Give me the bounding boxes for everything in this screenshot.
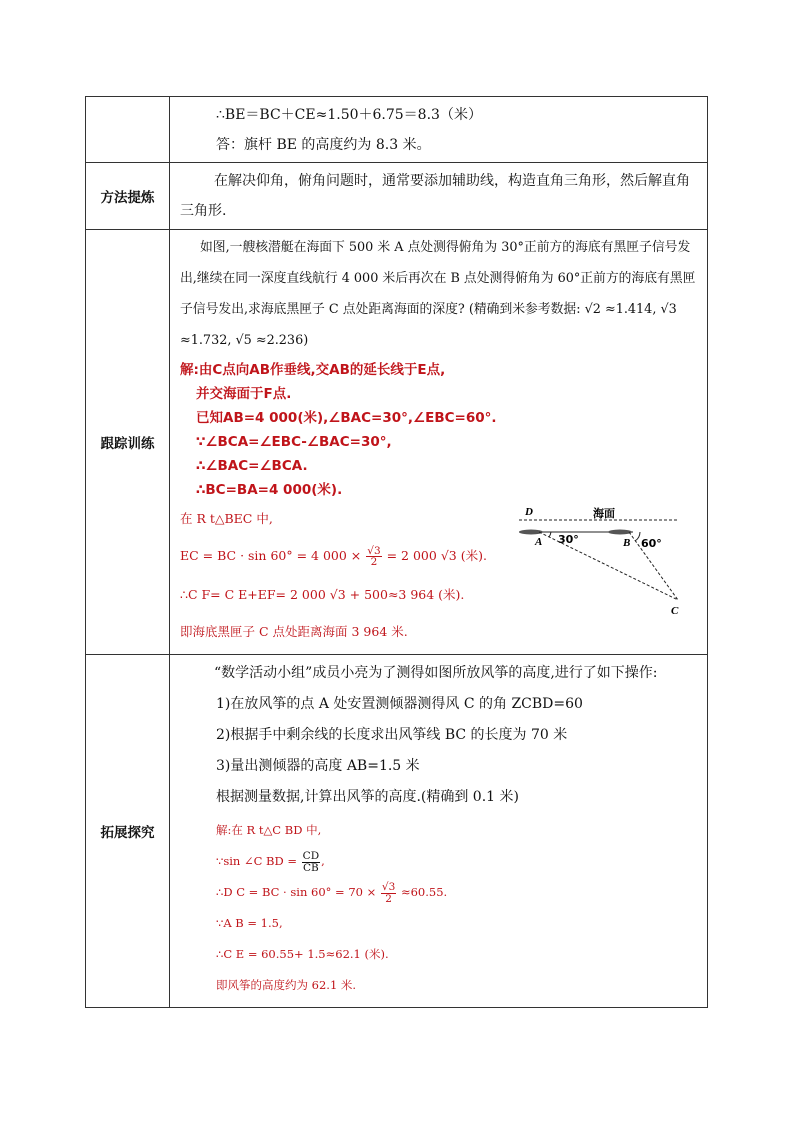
- method-content: [170, 163, 708, 230]
- submarine-problem: 如图,一艘核潜艇在海面下 500 米 A 点处测得俯角为 30°正前方的海底有黑匣子信号发出,继续在同一深度直线航行 4 000 米后再次在 B 点处测得俯角为 60°正前方的海底有黑匣子信号发出,求海底黑匣子 C 点处距离海面的深度? (精确到米参考数据: √2 ≈1.414, √3 ≈1.732, √5 ≈2.236): [180, 240, 696, 348]
- continuation-row: [86, 97, 708, 163]
- extension-label: 拓展探究: [86, 655, 170, 1008]
- point-b-label: B: [623, 537, 631, 549]
- solution-line: ∴BC=BA=4 000(米).: [196, 482, 343, 498]
- kite-sol-line: 解:在 R t△C BD 中,: [216, 823, 322, 837]
- tracking-row: [86, 230, 708, 655]
- kite-step: 2)根据手中剩余线的长度求出风筝线 BC 的长度为 70 米: [216, 727, 568, 743]
- calc-ec-right: = 2 000 √3 (米).: [386, 548, 487, 563]
- fraction-denominator: CB: [303, 861, 319, 874]
- lesson-table: [85, 96, 708, 1008]
- kite-sol-line: ∵A B = 1.5,: [216, 916, 283, 930]
- method-row: [86, 163, 708, 230]
- kite-sol-line: [216, 877, 697, 908]
- tracking-content: [170, 230, 708, 655]
- extension-row: [86, 655, 708, 1008]
- submarine-diagram: [513, 506, 683, 621]
- angle-a-label: 30°: [558, 533, 579, 546]
- point-d-label: D: [525, 506, 533, 518]
- kite-step: 1)在放风筝的点 A 处安置测倾器测得风 C 的角 ZCBD=60: [216, 696, 583, 712]
- kite-dc-right: ≈60.55.: [400, 885, 448, 899]
- fraction: [381, 882, 396, 904]
- fraction: [366, 546, 381, 568]
- point-c-label: C: [671, 605, 679, 617]
- solution-line: 并交海面于F点.: [196, 386, 292, 402]
- kite-solution: [180, 815, 697, 1001]
- method-label: 方法提炼: [86, 163, 170, 230]
- submarine-b-icon: [608, 530, 632, 535]
- kite-dc-left: ∴D C = BC · sin 60° = 70 ×: [216, 885, 377, 899]
- kite-intro: “数学活动小组”成员小亮为了测得如图所放风筝的高度,进行了如下操作:: [214, 665, 658, 681]
- angle-a-arc: [549, 532, 551, 537]
- method-text: 在解决仰角，俯角问题时，通常要添加辅助线，构造直角三角形，然后解直角三角形.: [180, 173, 690, 219]
- kite-step: 3)量出测倾器的高度 AB=1.5 米: [216, 758, 420, 774]
- fraction: [302, 851, 320, 873]
- calc-ec-left: EC = BC · sin 60° = 4 000 ×: [180, 548, 362, 563]
- sea-label: 海面: [593, 507, 615, 520]
- solution-line: 已知AB=4 000(米),∠BAC=30°,∠EBC=60°.: [196, 410, 497, 426]
- be-calculation: ∴BE＝BC＋CE≈1.50＋6.75＝8.3（米）: [216, 107, 482, 123]
- kite-sin-left: ∵sin ∠C BD =: [216, 854, 298, 868]
- continuation-label-cell: [86, 97, 170, 163]
- solution-line: 解:由C点向AB作垂线,交AB的延长线于E点,: [180, 362, 446, 378]
- fraction-denominator: 2: [385, 892, 392, 905]
- extension-content: [170, 655, 708, 1008]
- fraction-denominator: 2: [370, 556, 378, 568]
- angle-b-arc: [635, 532, 640, 541]
- kite-sol-line: 即风筝的高度约为 62.1 米.: [216, 978, 357, 992]
- flagpole-answer: 答：旗杆 BE 的高度约为 8.3 米。: [216, 137, 431, 153]
- calc-conclusion: 即海底黑匣子 C 点处距离海面 3 964 米.: [180, 624, 408, 639]
- calc-line: 在 R t△BEC 中,: [180, 511, 273, 526]
- fraction-numerator: √3: [367, 544, 381, 557]
- kite-question: 根据测量数据,计算出风筝的高度.(精确到 0.1 米): [216, 789, 519, 805]
- kite-sol-line: ∵sin ∠C BD = $\frac{CD}{CB}$ ,: [216, 850, 325, 874]
- submarine-calculation: [180, 502, 697, 650]
- continuation-content: [170, 97, 708, 163]
- calc-line: ∴C F= C E+EF= 2 000 √3 + 500≈3 964 (米).: [180, 587, 465, 602]
- solution-line: ∵∠BCA=∠EBC-∠BAC=30°,: [196, 434, 392, 450]
- point-a-label: A: [535, 536, 543, 548]
- kite-sol-line: ∴C E = 60.55+ 1.5≈62.1 (米).: [216, 947, 389, 961]
- submarine-solution: [180, 358, 697, 502]
- fraction-numerator: CD: [302, 850, 320, 862]
- fraction-numerator: √3: [381, 881, 396, 893]
- tracking-label: 跟踪训练: [86, 230, 170, 655]
- solution-line: ∴∠BAC=∠BCA.: [196, 458, 308, 474]
- angle-b-label: 60°: [641, 537, 662, 550]
